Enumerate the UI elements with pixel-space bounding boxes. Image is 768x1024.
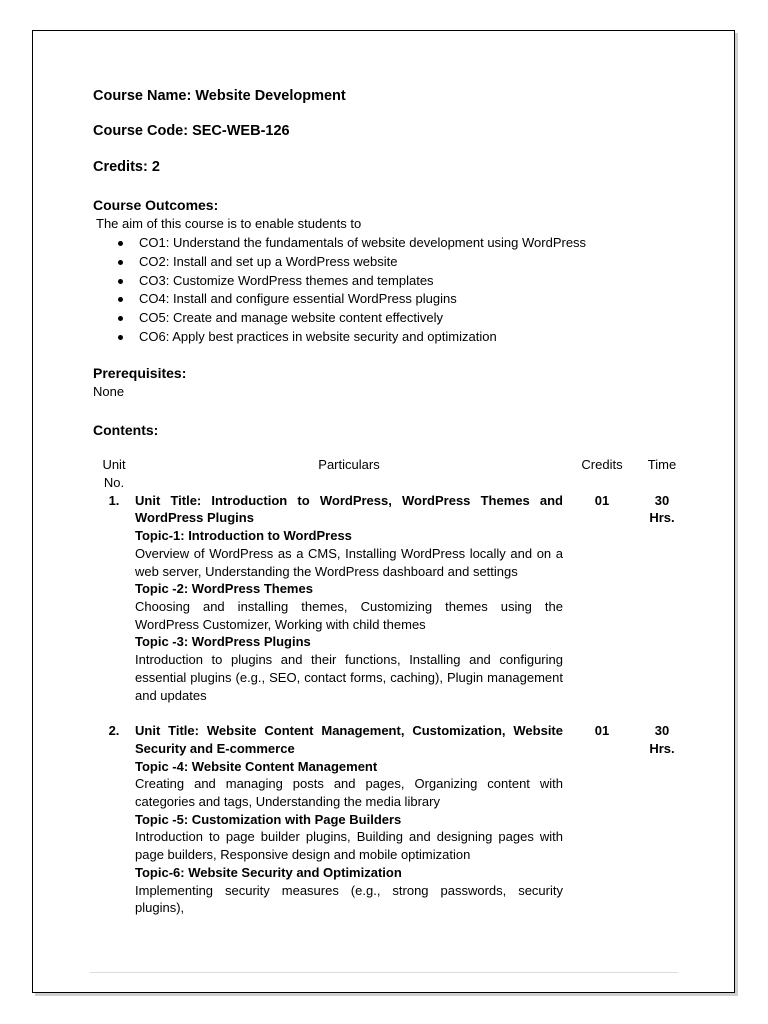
unit-credits: 01: [594, 492, 610, 508]
topic-text: Introduction to page builder plugins, Building and designing pages with page builders, Responsive design and mobile optimization: [135, 829, 563, 863]
contents-table: [93, 456, 683, 917]
unit-title: Unit Title: Website Content Management, Customization, Website Security and E-commerce: [135, 723, 563, 756]
unit-time: 30 Hrs.: [649, 723, 675, 756]
topic-text: Introduction to plugins and their functions, Installing and configuring essential plugins (e.g., SEO, contact forms, caching), Plugin management and updates: [135, 652, 563, 703]
document-body: [93, 88, 683, 917]
outcomes-intro: The aim of this course is to enable students to: [96, 216, 362, 231]
header-credits: Credits: [581, 456, 623, 472]
unit-number: 1.: [108, 492, 120, 508]
topic-title: Topic -5: Customization with Page Builders: [135, 811, 402, 827]
topic-title: Topic -4: Website Content Management: [135, 758, 378, 774]
outcome-item: CO2: Install and set up a WordPress website: [139, 253, 683, 272]
page-shadow: [735, 33, 738, 995]
unit-number: 2.: [108, 723, 120, 739]
topic-text: Implementing security measures (e.g., strong passwords, security plugins),: [135, 882, 563, 916]
table-row: [93, 722, 683, 917]
outcome-item: CO3: Customize WordPress themes and templates: [139, 272, 683, 291]
course-name: Course Name: Website Development: [93, 88, 346, 104]
page-shadow: [35, 993, 738, 996]
table-row: [93, 492, 683, 704]
prerequisites-heading: Prerequisites:: [93, 364, 187, 381]
outcome-item: CO1: Understand the fundamentals of website development using WordPress: [139, 234, 683, 253]
prerequisites-value: None: [93, 383, 125, 399]
unit-particulars: [135, 722, 563, 917]
course-credits: Credits: 2: [93, 159, 160, 175]
outcomes-heading: Course Outcomes:: [93, 197, 219, 213]
course-code: Course Code: SEC-WEB-126: [93, 123, 290, 139]
unit-particulars: [135, 492, 563, 704]
outcome-item: CO5: Create and manage website content effectively: [139, 309, 683, 328]
unit-title: Unit Title: Introduction to WordPress, WordPress Themes and WordPress Plugins: [135, 492, 563, 526]
footer-divider: [90, 972, 678, 973]
unit-credits: 01: [594, 723, 610, 739]
outcome-item: CO6: Apply best practices in website security and optimization: [139, 328, 683, 347]
topic-text: Creating and managing posts and pages, Organizing content with categories and tags, Understanding the media library: [135, 776, 563, 810]
topic-title: Topic -3: WordPress Plugins: [135, 634, 311, 650]
header-particulars: Particulars: [318, 456, 380, 472]
row-spacer: [93, 704, 683, 722]
header-time: Time: [647, 456, 677, 472]
topic-text: Choosing and installing themes, Customizing themes using the WordPress Customizer, Working with child themes: [135, 599, 563, 632]
topic-title: Topic -2: WordPress Themes: [135, 581, 313, 597]
header-unit-no: Unit No.: [102, 456, 126, 490]
unit-time: 30 Hrs.: [649, 492, 675, 526]
topic-title: Topic-1: Introduction to WordPress: [135, 528, 352, 544]
outcomes-list: [93, 234, 683, 347]
table-header-row: [93, 456, 683, 492]
topic-text: Overview of WordPress as a CMS, Installing WordPress locally and on a web server, Understanding the WordPress dashboard and settings: [135, 545, 563, 579]
contents-heading: Contents:: [93, 421, 159, 438]
outcome-item: CO4: Install and configure essential WordPress plugins: [139, 290, 683, 309]
topic-title: Topic-6: Website Security and Optimization: [135, 864, 402, 880]
